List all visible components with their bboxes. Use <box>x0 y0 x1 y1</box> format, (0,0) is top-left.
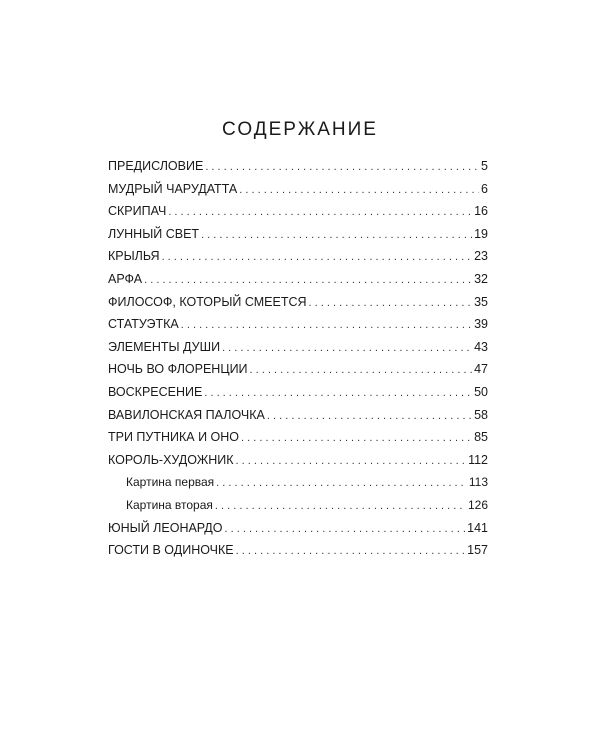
toc-entry[interactable] <box>108 291 488 314</box>
toc-entry-title: ТРИ ПУТНИКА И ОНО <box>108 430 240 445</box>
dot-leader <box>236 539 466 563</box>
toc-entry[interactable] <box>108 200 488 223</box>
toc-subentry[interactable] <box>108 471 488 494</box>
toc-page-number: 35 <box>474 294 488 309</box>
toc-entry-title: ЛУННЫЙ СВЕТ <box>108 226 200 241</box>
toc-entry[interactable] <box>108 426 488 449</box>
dot-leader <box>241 426 472 450</box>
dot-leader <box>250 358 473 382</box>
toc-entry-title: НОЧЬ ВО ФЛОРЕНЦИИ <box>108 362 248 377</box>
toc-entry[interactable] <box>108 539 488 562</box>
toc-page-number: 50 <box>474 384 488 399</box>
dot-leader <box>168 200 472 224</box>
toc-entry[interactable] <box>108 223 488 246</box>
toc-page-number: 47 <box>474 362 488 377</box>
toc-entry-title: СТАТУЭТКА <box>108 317 179 332</box>
toc-page-number: 85 <box>474 430 488 445</box>
dot-leader <box>236 449 467 473</box>
toc-entry-title: Картина первая <box>126 475 215 490</box>
toc-entry[interactable] <box>108 313 488 336</box>
toc-page-number: 6 <box>481 181 488 196</box>
dot-leader <box>181 313 472 337</box>
toc-entry-title: ВАВИЛОНСКАЯ ПАЛОЧКА <box>108 407 265 422</box>
toc-page-number: 23 <box>474 249 488 264</box>
toc-page-number: 39 <box>474 317 488 332</box>
toc-entry-title: ВОСКРЕСЕНИЕ <box>108 384 203 399</box>
page-title: СОДЕРЖАНИЕ <box>222 119 378 140</box>
toc-entry[interactable] <box>108 155 488 178</box>
toc-page-number: 141 <box>467 520 488 535</box>
toc-entry-title: Картина вторая <box>126 497 213 512</box>
toc-entry[interactable] <box>108 245 488 268</box>
dot-leader <box>204 381 472 405</box>
toc-entry[interactable] <box>108 358 488 381</box>
toc-subentry[interactable] <box>108 494 488 517</box>
toc-entry-title: АРФА <box>108 271 143 286</box>
dot-leader <box>309 291 473 315</box>
toc-page-number: 32 <box>474 271 488 286</box>
dot-leader <box>267 404 472 428</box>
toc-entry-title: МУДРЫЙ ЧАРУДАТТА <box>108 181 238 196</box>
dot-leader <box>239 178 479 202</box>
toc-entry[interactable] <box>108 178 488 201</box>
toc-entry-title: ЭЛЕМЕНТЫ ДУШИ <box>108 339 221 354</box>
toc-entry-title: КРЫЛЬЯ <box>108 249 160 264</box>
toc-page-number: 157 <box>467 543 488 558</box>
toc-entry[interactable] <box>108 336 488 359</box>
toc-entry[interactable] <box>108 268 488 291</box>
dot-leader <box>201 223 472 247</box>
toc-entry-title: ГОСТИ В ОДИНОЧКЕ <box>108 543 234 558</box>
toc-page-number: 113 <box>468 475 488 490</box>
toc-entry-title: КОРОЛЬ-ХУДОЖНИК <box>108 452 234 467</box>
dot-leader <box>216 471 467 495</box>
toc-entry-title: СКРИПАЧ <box>108 204 167 219</box>
toc-entry[interactable] <box>108 449 488 472</box>
toc-page-number: 43 <box>474 339 488 354</box>
toc-entry-title: ПРЕДИСЛОВИЕ <box>108 159 204 173</box>
toc-entry-title: ЮНЫЙ ЛЕОНАРДО <box>108 520 223 535</box>
toc-entry-title: ФИЛОСОФ, КОТОРЫЙ СМЕЕТСЯ <box>108 294 307 309</box>
toc-page-number: 126 <box>467 497 488 512</box>
toc-page-number: 16 <box>474 204 488 219</box>
dot-leader <box>144 268 472 292</box>
dot-leader <box>215 494 466 518</box>
toc-entry[interactable] <box>108 381 488 404</box>
toc-entry[interactable] <box>108 404 488 427</box>
toc-page-number: 5 <box>481 159 488 173</box>
dot-leader <box>222 336 472 360</box>
toc-entry[interactable] <box>108 517 488 540</box>
dot-leader <box>225 517 466 541</box>
dot-leader <box>162 245 473 269</box>
table-of-contents <box>108 155 488 562</box>
dot-leader <box>205 155 479 179</box>
toc-page-number: 58 <box>474 407 488 422</box>
toc-page-number: 19 <box>474 226 488 241</box>
toc-page-number: 112 <box>468 452 488 467</box>
